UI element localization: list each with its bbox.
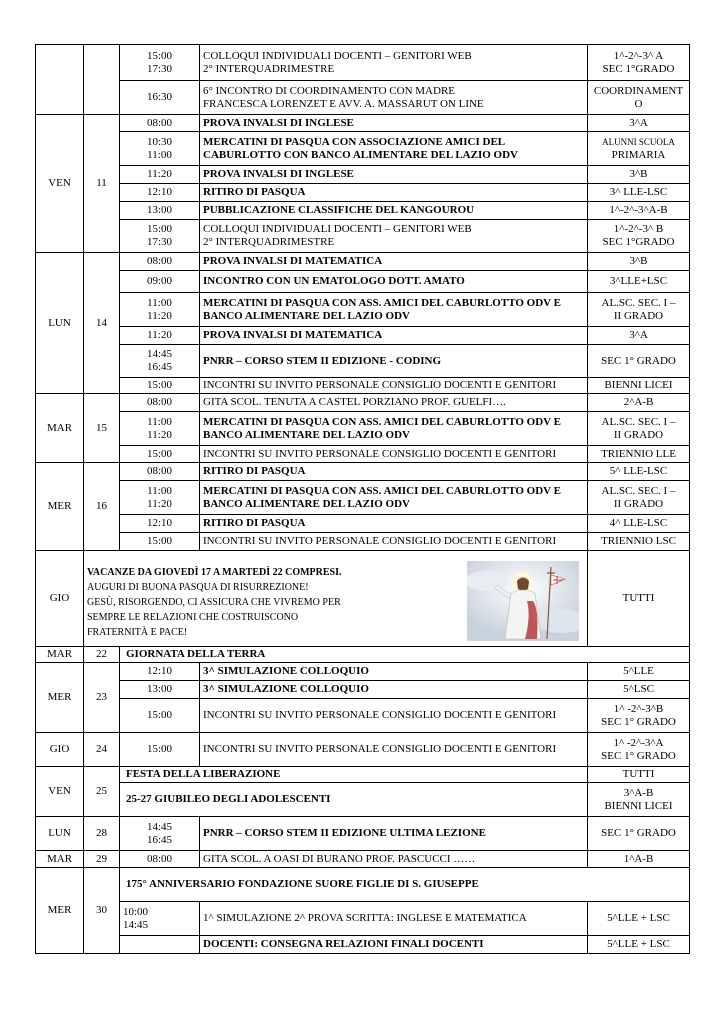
table-row [36, 868, 690, 902]
time-cell: 15:00 17:30 [120, 45, 200, 81]
time-cell: 15:00 [120, 378, 200, 394]
class-cell: 3^A [588, 327, 690, 345]
time-cell: 15:00 [120, 733, 200, 767]
time-cell: 15:00 17:30 [120, 220, 200, 253]
table-row [36, 446, 690, 463]
event-cell: RITIRO DI PASQUA [200, 515, 588, 533]
event-cell: 3^ SIMULAZIONE COLLOQUIO [200, 663, 588, 681]
holiday-line: SEMPRE LE RELAZIONI CHE COSTRUISCONO [87, 611, 299, 623]
class-cell: 3^A-B BIENNI LICEI [588, 783, 690, 817]
table-row [36, 220, 690, 253]
event-cell: GITA SCOL. A OASI DI BURANO PROF. PASCUCCI …… [200, 851, 588, 868]
table-row [36, 45, 690, 81]
event-cell: INCONTRI SU INVITO PERSONALE CONSIGLIO DOCENTI E GENITORI [200, 533, 588, 551]
event-cell: INCONTRI SU INVITO PERSONALE CONSIGLIO DOCENTI E GENITORI [200, 733, 588, 767]
date-cell: 25 [84, 767, 120, 817]
time-cell: 08:00 [120, 253, 200, 271]
time-cell: 10:30 11:00 [120, 132, 200, 166]
event-cell: PROVA INVALSI DI INGLESE [200, 166, 588, 184]
time-cell: 08:00 [120, 394, 200, 412]
class-cell: 2^A-B [588, 394, 690, 412]
class-cell: 1^ -2^-3^B SEC 1° GRADO [588, 699, 690, 733]
event-cell: PNRR – CORSO STEM II EDIZIONE ULTIMA LEZIONE [200, 817, 588, 851]
day-cell: VEN [36, 767, 84, 817]
date-cell: 15 [84, 394, 120, 463]
table-row [36, 293, 690, 327]
time-cell: 12:10 [120, 515, 200, 533]
class-cell: 3^LLE+LSC [588, 271, 690, 293]
time-cell: 11:00 11:20 [120, 481, 200, 515]
class-cell: 1^-2^-3^A-B [588, 202, 690, 220]
time-cell: 15:00 [120, 699, 200, 733]
event-cell: FESTA DELLA LIBERAZIONE [120, 767, 588, 783]
time-cell: 11:00 11:20 [120, 293, 200, 327]
class-cell: 5^LLE + LSC [588, 936, 690, 954]
day-cell [36, 45, 84, 115]
table-row [36, 115, 690, 132]
event-cell: INCONTRI SU INVITO PERSONALE CONSIGLIO DOCENTI E GENITORI [200, 699, 588, 733]
table-row [36, 817, 690, 851]
class-cell: TRIENNIO LLE [588, 446, 690, 463]
class-cell: ALUNNI SCUOLA PRIMARIA [588, 132, 690, 166]
class-cell: AL.SC. SEC. I – II GRADO [588, 481, 690, 515]
class-cell: AL.SC. SEC. I – II GRADO [588, 293, 690, 327]
holiday-line: FRATERNITÀ E PACE! [87, 626, 188, 638]
holiday-line: VACANZE DA GIOVEDÌ 17 A MARTEDÌ 22 COMPRESI. [87, 566, 342, 578]
table-row [36, 851, 690, 868]
table-row [36, 202, 690, 220]
day-cell: MER [36, 463, 84, 551]
calendar-table [35, 44, 690, 954]
time-cell: 15:00 [120, 533, 200, 551]
class-cell: 5^ LLE-LSC [588, 463, 690, 481]
time-cell: 14:45 16:45 [120, 345, 200, 378]
table-row [36, 936, 690, 954]
holiday-cell [84, 551, 588, 647]
table-row [36, 681, 690, 699]
event-cell: COLLOQUI INDIVIDUALI DOCENTI – GENITORI WEB 2° INTERQUADRIMESTRE [200, 45, 588, 81]
table-row [36, 663, 690, 681]
table-row [36, 253, 690, 271]
time-cell: 08:00 [120, 115, 200, 132]
event-cell: PROVA INVALSI DI MATEMATICA [200, 327, 588, 345]
time-cell: 13:00 [120, 202, 200, 220]
holiday-line: GESÙ, RISORGENDO, CI ASSICURA CHE VIVREMO PER [87, 596, 341, 608]
time-cell: 15:00 [120, 446, 200, 463]
day-cell: GIO [36, 733, 84, 767]
table-row [36, 533, 690, 551]
date-cell: 11 [84, 115, 120, 253]
table-row [36, 378, 690, 394]
event-cell: MERCATINI DI PASQUA CON ASSOCIAZIONE AMICI DEL CABURLOTTO CON BANCO ALIMENTARE DEL LAZIO ODV [200, 132, 588, 166]
date-cell: 29 [84, 851, 120, 868]
class-cell: TUTTI [588, 767, 690, 783]
time-cell [120, 936, 200, 954]
time-cell: 12:10 [120, 184, 200, 202]
date-cell: 16 [84, 463, 120, 551]
time-cell: 08:00 [120, 463, 200, 481]
table-row [36, 733, 690, 767]
event-cell: COLLOQUI INDIVIDUALI DOCENTI – GENITORI WEB 2° INTERQUADRIMESTRE [200, 220, 588, 253]
event-cell: PNRR – CORSO STEM II EDIZIONE - CODING [200, 345, 588, 378]
event-cell: 175° ANNIVERSARIO FONDAZIONE SUORE FIGLIE DI S. GIUSEPPE [120, 868, 690, 902]
table-row [36, 902, 690, 936]
day-cell: MAR [36, 647, 84, 663]
time-cell: 16:30 [120, 81, 200, 115]
table-row [36, 783, 690, 817]
class-cell: 3^B [588, 166, 690, 184]
event-cell: 3^ SIMULAZIONE COLLOQUIO [200, 681, 588, 699]
event-cell: MERCATINI DI PASQUA CON ASS. AMICI DEL CABURLOTTO ODV E BANCO ALIMENTARE DEL LAZIO ODV [200, 481, 588, 515]
event-cell: 1^ SIMULAZIONE 2^ PROVA SCRITTA: INGLESE E MATEMATICA [200, 902, 588, 936]
table-row [36, 515, 690, 533]
class-cell: 1^-2^-3^ A SEC 1°GRADO [588, 45, 690, 81]
event-cell: INCONTRI SU INVITO PERSONALE CONSIGLIO DOCENTI E GENITORI [200, 446, 588, 463]
time-cell: 13:00 [120, 681, 200, 699]
holiday-line: AUGURI DI BUONA PASQUA DI RISURREZIONE! [87, 581, 309, 593]
event-cell: MERCATINI DI PASQUA CON ASS. AMICI DEL CABURLOTTO ODV E BANCO ALIMENTARE DEL LAZIO ODV [200, 412, 588, 446]
table-row [36, 345, 690, 378]
class-cell: 1^ -2^-3^A SEC 1° GRADO [588, 733, 690, 767]
table-row [36, 767, 690, 783]
date-cell: 14 [84, 253, 120, 394]
date-cell: 23 [84, 663, 120, 733]
class-cell: BIENNI LICEI [588, 378, 690, 394]
table-row [36, 271, 690, 293]
time-cell: 12:10 [120, 663, 200, 681]
time-cell: 11:00 11:20 [120, 412, 200, 446]
day-cell: MAR [36, 851, 84, 868]
class-cell: 3^ LLE-LSC [588, 184, 690, 202]
day-cell: MER [36, 663, 84, 733]
table-row [36, 412, 690, 446]
event-cell: 6° INCONTRO DI COORDINAMENTO CON MADRE FRANCESCA LORENZET E AVV. A. MASSARUT ON LINE [200, 81, 588, 115]
table-row [36, 184, 690, 202]
day-cell: VEN [36, 115, 84, 253]
table-row [36, 463, 690, 481]
date-cell: 28 [84, 817, 120, 851]
class-cell: 1^A-B [588, 851, 690, 868]
class-cell: TRIENNIO LSC [588, 533, 690, 551]
event-cell: PROVA INVALSI DI MATEMATICA [200, 253, 588, 271]
day-cell: LUN [36, 817, 84, 851]
day-cell: LUN [36, 253, 84, 394]
day-cell: GIO [36, 551, 84, 647]
event-cell: INCONTRO CON UN EMATOLOGO DOTT. AMATO [200, 271, 588, 293]
class-cell: 4^ LLE-LSC [588, 515, 690, 533]
table-row [36, 647, 690, 663]
table-row [36, 81, 690, 115]
event-cell: PROVA INVALSI DI INGLESE [200, 115, 588, 132]
class-cell: 5^LLE [588, 663, 690, 681]
event-cell: INCONTRI SU INVITO PERSONALE CONSIGLIO DOCENTI E GENITORI [200, 378, 588, 394]
time-cell: 11:20 [120, 327, 200, 345]
event-cell: DOCENTI: CONSEGNA RELAZIONI FINALI DOCENTI [200, 936, 588, 954]
table-row [36, 166, 690, 184]
table-row [36, 699, 690, 733]
date-cell: 24 [84, 733, 120, 767]
class-cell: TUTTI [588, 551, 690, 647]
date-cell: 22 [84, 647, 120, 663]
table-row [36, 551, 690, 647]
table-row [36, 394, 690, 412]
time-cell: 11:20 [120, 166, 200, 184]
time-cell: 09:00 [120, 271, 200, 293]
class-cell: AL.SC. SEC. I – II GRADO [588, 412, 690, 446]
date-cell: 30 [84, 868, 120, 954]
class-cell: SEC 1° GRADO [588, 345, 690, 378]
event-cell: 25-27 GIUBILEO DEGLI ADOLESCENTI [120, 783, 588, 817]
class-cell: 3^A [588, 115, 690, 132]
event-cell: MERCATINI DI PASQUA CON ASS. AMICI DEL CABURLOTTO ODV E BANCO ALIMENTARE DEL LAZIO ODV [200, 293, 588, 327]
event-cell: RITIRO DI PASQUA [200, 184, 588, 202]
class-cell: COORDINAMENT O [588, 81, 690, 115]
day-cell: MER [36, 868, 84, 954]
class-cell: 1^-2^-3^ B SEC 1°GRADO [588, 220, 690, 253]
event-cell: GITA SCOL. TENUTA A CASTEL PORZIANO PROF. GUELFI…. [200, 394, 588, 412]
class-cell: 5^LSC [588, 681, 690, 699]
class-cell: 5^LLE + LSC [588, 902, 690, 936]
event-cell: PUBBLICAZIONE CLASSIFICHE DEL KANGOUROU [200, 202, 588, 220]
time-cell: 08:00 [120, 851, 200, 868]
day-cell: MAR [36, 394, 84, 463]
date-cell [84, 45, 120, 115]
time-cell: 10:00 14:45 [120, 902, 200, 936]
table-row [36, 327, 690, 345]
event-cell: GIORNATA DELLA TERRA [120, 647, 690, 663]
table-row [36, 132, 690, 166]
time-cell: 14:45 16:45 [120, 817, 200, 851]
table-row [36, 481, 690, 515]
class-cell: 3^B [588, 253, 690, 271]
risen-christ-image [467, 561, 579, 641]
event-cell: RITIRO DI PASQUA [200, 463, 588, 481]
class-cell: SEC 1° GRADO [588, 817, 690, 851]
